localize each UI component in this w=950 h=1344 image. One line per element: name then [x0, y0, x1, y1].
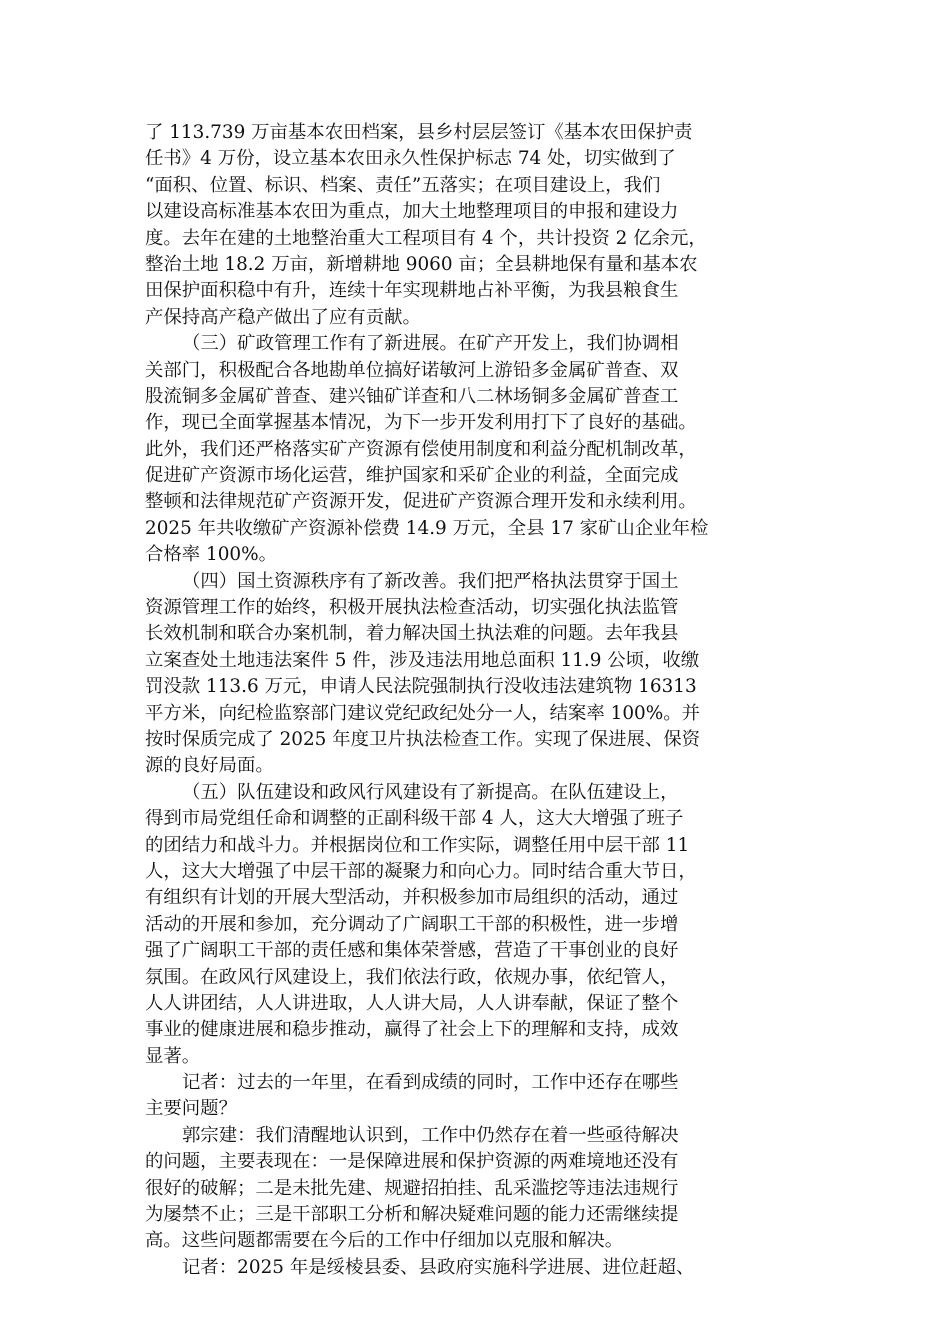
text-line: 任书》4 万份，设立基本农田永久性保护标志 74 处，切实做到了	[145, 148, 676, 170]
text-line: 人，这大大增强了中层干部的凝聚力和向心力。同时结合重大节日，	[145, 860, 697, 882]
text-line: 整治土地 18.2 万亩，新增耕地 9060 亩；全县耕地保有量和基本农	[145, 253, 698, 275]
text-line: 很好的破解；二是未批先建、规避招拍挂、乱采滥挖等违法违规行	[145, 1177, 679, 1199]
text-line: 立案查处土地违法案件 5 件，涉及违法用地总面积 11.9 公顷，收缴	[145, 649, 700, 671]
text-line: 此外，我们还严格落实矿产资源有偿使用制度和利益分配机制改革，	[145, 438, 697, 460]
text-line: 度。去年在建的土地整治重大工程项目有 4 个，共计投资 2 亿余元，	[145, 227, 707, 249]
text-line: 关部门，积极配合各地勘单位搞好诺敏河上游铅多金属矿普查、双	[145, 359, 679, 381]
text-line: 显著。	[145, 1045, 201, 1067]
text-line: 强了广阔职工干部的责任感和集体荣誉感，营造了干事创业的良好	[145, 940, 679, 962]
text-line: 促进矿产资源市场化运营，维护国家和采矿企业的利益，全面完成	[145, 465, 679, 487]
text-line: 按时保质完成了 2025 年度卫片执法检查工作。实现了保进展、保资	[145, 728, 701, 750]
text-line: 田保护面积稳中有升，连续十年实现耕地占补平衡，为我县粮食生	[145, 280, 679, 302]
text-line: 整顿和法律规范矿产资源开发，促进矿产资源合理开发和永续利用。	[145, 491, 697, 513]
text-line: 氛围。在政风行风建设上，我们依法行政，依规办事，依纪管人，	[145, 966, 679, 988]
text-line: 以建设高标准基本农田为重点，加大土地整理项目的申报和建设力	[145, 201, 679, 223]
text-line: 人人讲团结，人人讲进取，人人讲大局，人人讲奉献，保证了整个	[145, 992, 679, 1014]
text-line: 资源管理工作的始终，积极开展执法检查活动，切实强化执法监管	[145, 597, 679, 619]
text-line: 平方米，向纪检监察部门建议党纪政纪处分一人，结案率 100%。并	[145, 702, 700, 724]
text-line: “面积、位置、标识、档案、责任”五落实；在项目建设上，我们	[145, 174, 661, 196]
text-line: 得到市局党组任命和调整的正副科级干部 4 人，这大大增强了班子	[145, 808, 684, 830]
text-line: 的团结力和战斗力。并根据岗位和工作实际，调整任用中层干部 11	[145, 834, 690, 856]
text-line: 作，现已全面掌握基本情况，为下一步开发利用打下了良好的基础。	[145, 412, 697, 434]
text-line: 的问题，主要表现在：一是保障进展和保护资源的两难境地还没有	[145, 1151, 679, 1173]
document-body	[145, 120, 805, 1281]
text-line: 高。这些问题都需要在今后的工作中仔细加以克服和解决。	[145, 1230, 624, 1252]
text-line: 活动的开展和参加，充分调动了广阔职工干部的积极性，进一步增	[145, 913, 679, 935]
paragraph-first-line: 记者：2025 年是绥棱县委、县政府实施科学进展、进位赶超、	[182, 1256, 695, 1278]
text-line: 长效机制和联合办案机制，着力解决国土执法难的问题。去年我县	[145, 623, 679, 645]
text-line: 合格率 100%。	[145, 544, 277, 566]
text-line: 2025 年共收缴矿产资源补偿费 14.9 万元，全县 17 家矿山企业年检	[145, 517, 709, 539]
paragraph-first-line: 记者：过去的一年里，在看到成绩的同时，工作中还存在哪些	[182, 1072, 679, 1094]
text-line: 了 113.739 万亩基本农田档案，县乡村层层签订《基本农田保护责	[145, 122, 693, 143]
text-line: 罚没款 113.6 万元，申请人民法院强制执行没收违法建筑物 16313	[145, 676, 697, 698]
text-line: 股流铜多金属矿普查、建兴铀矿详查和八二林场铜多金属矿普查工	[145, 385, 679, 407]
paragraph-first-line: 郭宗建：我们清醒地认识到，工作中仍然存在着一些亟待解决	[182, 1124, 679, 1146]
text-line: 事业的健康进展和稳步推动，赢得了社会上下的理解和支持，成效	[145, 1019, 679, 1041]
text-line: 为屡禁不止；三是干部职工分析和解决疑难问题的能力还需继续提	[145, 1204, 679, 1226]
text-line: 源的良好局面。	[145, 755, 274, 777]
paragraph-first-line: （五）队伍建设和政风行风建设有了新提高。在队伍建设上，	[182, 781, 679, 803]
text-line: 主要问题？	[145, 1098, 237, 1120]
paragraph-first-line: （三）矿政管理工作有了新进展。在矿产开发上，我们协调相	[182, 333, 679, 355]
text-line: 有组织有计划的开展大型活动，并积极参加市局组织的活动，通过	[145, 887, 679, 909]
text-line: 产保持高产稳产做出了应有贡献。	[145, 306, 421, 328]
paragraph-first-line: （四）国土资源秩序有了新改善。我们把严格执法贯穿于国土	[182, 570, 679, 592]
